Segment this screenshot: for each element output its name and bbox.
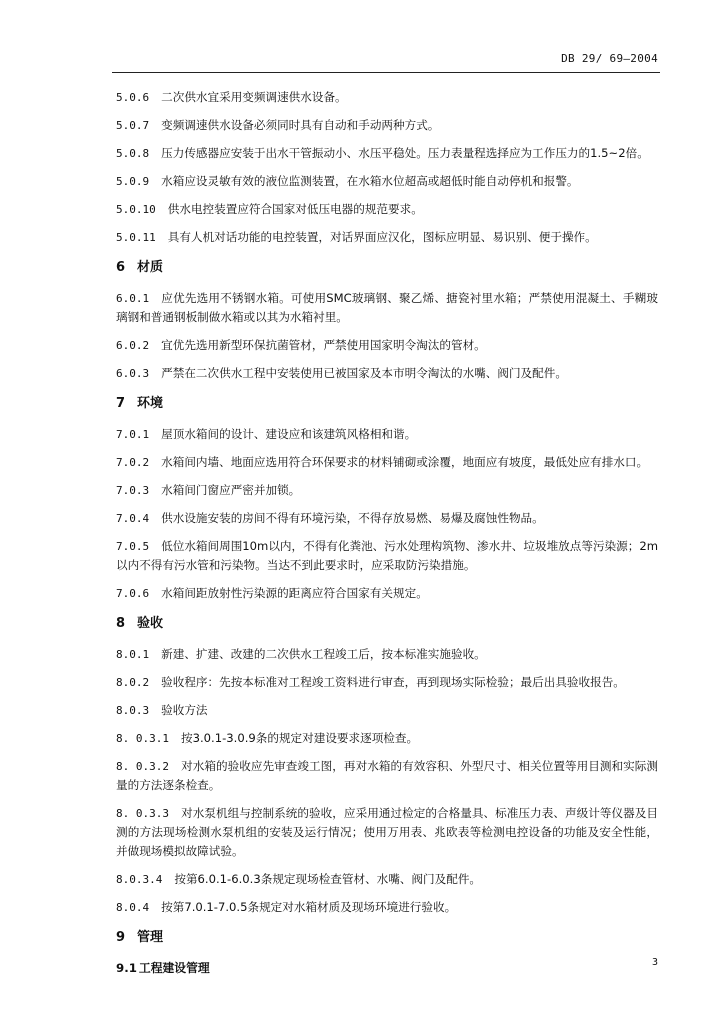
clause-paragraph <box>116 701 658 720</box>
clause-text: 变频调速供水设备必须同时具有自动和手动两种方式。 <box>161 118 440 132</box>
standard-code: DB 29/ 69—2004 <box>561 52 658 65</box>
section-heading <box>116 259 658 277</box>
subsection-number: 9.1 <box>116 961 137 975</box>
clause-paragraph <box>116 481 658 500</box>
section-number: 8 <box>116 616 126 631</box>
clause-text: 按第6.0.1-6.0.3条规定现场检查管材、水嘴、阀门及配件。 <box>174 872 482 886</box>
clause-number: 7.0.1 <box>116 428 150 441</box>
clause-paragraph <box>116 425 658 444</box>
clause-paragraph <box>116 144 658 163</box>
section-heading <box>116 615 658 633</box>
clause-text: 具有人机对话功能的电控装置，对话界面应汉化，图标应明显、易识别、便于操作。 <box>167 230 597 244</box>
clause-paragraph <box>116 645 658 664</box>
clause-number: 6.0.3 <box>116 367 150 380</box>
clause-paragraph <box>116 804 658 861</box>
clause-paragraph <box>116 336 658 355</box>
clause-number: 7.0.6 <box>116 587 150 600</box>
clause-paragraph <box>116 729 658 748</box>
clause-number: 5.0.10 <box>116 203 156 216</box>
clause-number: 8. 0.3.1 <box>116 732 169 745</box>
clause-paragraph <box>116 172 658 191</box>
header-divider <box>112 72 660 73</box>
clause-number: 7.0.4 <box>116 512 150 525</box>
clause-paragraph <box>116 289 658 327</box>
clause-number: 7.0.2 <box>116 456 150 469</box>
clause-text: 应优先选用不锈钢水箱。可使用SMC玻璃钢、聚乙烯、搪瓷衬里水箱；严禁使用混凝土、手糊玻璃钢和普通钢板制做水箱或以其为水箱衬里。 <box>116 291 658 324</box>
clause-paragraph <box>116 870 658 889</box>
clause-text: 对水泵机组与控制系统的验收，应采用通过检定的合格量具、标准压力表、声级计等仪器及目测的方法现场检测水泵机组的安装及运行情况；使用万用表、兆欧表等检测电控设备的功能及安全性能，并做现场模拟故障试验。 <box>116 806 658 858</box>
clause-paragraph <box>116 116 658 135</box>
section-title: 环境 <box>137 396 164 411</box>
clause-paragraph <box>116 228 658 247</box>
clause-text: 水箱应设灵敏有效的液位监测装置，在水箱水位超高或超低时能自动停机和报警。 <box>161 174 579 188</box>
clause-number: 5.0.9 <box>116 175 150 188</box>
clause-text: 按3.0.1-3.0.9条的规定对建设要求逐项检查。 <box>180 731 419 745</box>
clause-text: 宜优先选用新型环保抗菌管材，严禁使用国家明令淘汰的管材。 <box>161 338 486 352</box>
clause-text: 供水设施安装的房间不得有环境污染，不得存放易燃、易爆及腐蚀性物品。 <box>161 511 544 525</box>
clause-text: 按第7.0.1-7.0.5条规定对水箱材质及现场环境进行验收。 <box>161 900 457 914</box>
clause-number: 8.0.2 <box>116 676 150 689</box>
clause-text: 压力传感器应安装于出水干管振动小、水压平稳处。压力表量程选择应为工作压力的1.5~2倍。 <box>161 146 649 160</box>
clause-text: 供水电控装置应符合国家对低压电器的规范要求。 <box>167 202 423 216</box>
subsection-title: 工程建设管理 <box>138 961 210 975</box>
page-number: 3 <box>651 957 658 968</box>
clause-number: 8.0.1 <box>116 648 150 661</box>
clause-paragraph <box>116 453 658 472</box>
clause-number: 7.0.3 <box>116 484 150 497</box>
clause-number: 5.0.7 <box>116 119 150 132</box>
section-heading <box>116 395 658 413</box>
section-title: 管理 <box>137 930 164 945</box>
subsection-heading <box>116 959 658 977</box>
section-number: 9 <box>116 930 126 945</box>
clause-text: 验收方法 <box>161 703 208 717</box>
clause-paragraph <box>116 88 658 107</box>
clause-text: 水箱间内墙、地面应选用符合环保要求的材料铺砌或涂覆，地面应有坡度，最低处应有排水口。 <box>161 455 649 469</box>
clause-text: 低位水箱间周围10m以内，不得有化粪池、污水处理构筑物、渗水井、垃圾堆放点等污染源；2m以内不得有污水管和污染物。当达不到此要求时，应采取防污染措施。 <box>116 539 659 572</box>
clause-number: 6.0.2 <box>116 339 150 352</box>
clause-number: 8.0.4 <box>116 901 150 914</box>
clause-paragraph <box>116 537 658 575</box>
clause-paragraph <box>116 200 658 219</box>
clause-number: 5.0.8 <box>116 147 150 160</box>
clause-number: 8.0.3 <box>116 704 150 717</box>
clause-paragraph <box>116 757 658 795</box>
clause-paragraph <box>116 364 658 383</box>
section-heading <box>116 929 658 947</box>
clause-number: 7.0.5 <box>116 540 150 553</box>
clause-text: 对水箱的验收应先审查竣工图，再对水箱的有效容积、外型尺寸、相关位置等用目测和实际测量的方法逐条检查。 <box>116 759 658 792</box>
section-title: 验收 <box>137 616 164 631</box>
section-title: 材质 <box>137 260 164 275</box>
section-number: 7 <box>116 396 126 411</box>
section-number: 6 <box>116 260 126 275</box>
clause-text: 屋顶水箱间的设计、建设应和该建筑风格相和谐。 <box>161 427 417 441</box>
clause-text: 二次供水宜采用变频调速供水设备。 <box>161 90 347 104</box>
clause-paragraph <box>116 673 658 692</box>
clause-text: 验收程序：先按本标准对工程竣工资料进行审查，再到现场实际检验；最后出具验收报告。 <box>161 675 625 689</box>
clause-number: 6.0.1 <box>116 292 150 305</box>
clause-text: 严禁在二次供水工程中安装使用已被国家及本市明令淘汰的水嘴、阀门及配件。 <box>161 366 567 380</box>
clause-text: 新建、扩建、改建的二次供水工程竣工后，按本标准实施验收。 <box>161 647 486 661</box>
clause-paragraph <box>116 509 658 528</box>
clause-text: 水箱间距放射性污染源的距离应符合国家有关规定。 <box>161 586 428 600</box>
clause-paragraph <box>116 584 658 603</box>
clause-number: 5.0.6 <box>116 91 150 104</box>
clause-number: 5.0.11 <box>116 231 156 244</box>
document-body <box>116 88 658 977</box>
clause-number: 8. 0.3.2 <box>116 760 170 773</box>
clause-text: 水箱间门窗应严密并加锁。 <box>161 483 301 497</box>
clause-paragraph <box>116 898 658 917</box>
clause-number: 8.0.3.4 <box>116 873 163 886</box>
clause-number: 8. 0.3.3 <box>116 807 170 820</box>
